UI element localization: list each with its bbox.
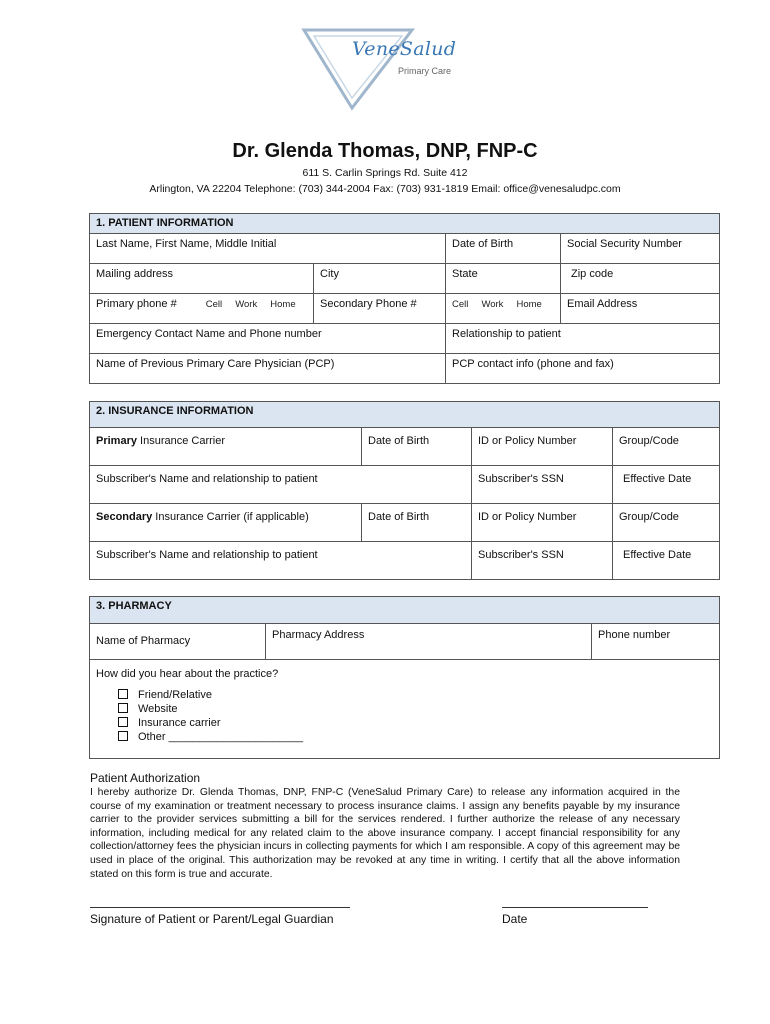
ssn-field[interactable]: [561, 234, 720, 264]
option-label: Insurance carrier: [138, 717, 221, 729]
pharmacy-name-field[interactable]: [90, 624, 266, 660]
primary-cell-option[interactable]: Cell: [205, 299, 223, 310]
state-field[interactable]: [446, 264, 561, 294]
referral-options: [118, 688, 713, 744]
pharmacy-name-label: Name of Pharmacy: [96, 635, 191, 647]
primary-dob-field[interactable]: [362, 428, 472, 466]
secondary-subscriber-field[interactable]: [90, 542, 472, 580]
pharmacy-phone-label: Phone number: [598, 629, 671, 641]
mailing-address-label: Mailing address: [96, 268, 174, 280]
pcp-contact-field[interactable]: [446, 354, 720, 384]
city-field[interactable]: [314, 264, 446, 294]
insurance-info-header: 2. INSURANCE INFORMATION: [90, 402, 720, 428]
emergency-contact-field[interactable]: [90, 324, 446, 354]
secondary-policy-field[interactable]: [472, 504, 613, 542]
insurance-info-section: [89, 401, 720, 580]
pharmacy-section: [89, 596, 720, 759]
pcp-contact-label: PCP contact info (phone and fax): [452, 358, 614, 370]
primary-subscriber-field[interactable]: [90, 466, 472, 504]
emergency-contact-label: Emergency Contact Name and Phone number: [96, 328, 322, 340]
practice-logo: [300, 28, 470, 114]
last-name-field[interactable]: [90, 234, 446, 264]
secondary-carrier-bold: Secondary: [96, 511, 153, 523]
zip-label: Zip code: [571, 268, 614, 280]
primary-carrier-field[interactable]: [90, 428, 362, 466]
secondary-subscriber-label: Subscriber's Name and relationship to patient: [96, 549, 318, 561]
logo-subtitle: Primary Care: [398, 66, 452, 76]
referral-option-other[interactable]: [118, 730, 713, 744]
page-title: Dr. Glenda Thomas, DNP, FNP-C: [232, 140, 538, 162]
primary-phone-label: Primary phone #: [96, 298, 177, 310]
last-name-label: Last Name, First Name, Middle Initial: [96, 238, 277, 250]
patient-info-header: 1. PATIENT INFORMATION: [90, 214, 720, 234]
secondary-cell-option[interactable]: Cell: [452, 299, 469, 310]
city-label: City: [320, 268, 339, 280]
address-line-1: 611 S. Carlin Springs Rd. Suite 412: [302, 167, 468, 179]
signature-line[interactable]: [90, 907, 350, 908]
patient-info-section: [89, 213, 720, 384]
ssn-label: Social Security Number: [567, 238, 682, 250]
primary-sub-ssn-label: Subscriber's SSN: [478, 473, 564, 485]
dob-field[interactable]: [446, 234, 561, 264]
secondary-group-label: Group/Code: [619, 511, 679, 523]
primary-dob-label: Date of Birth: [368, 435, 430, 447]
primary-policy-field[interactable]: [472, 428, 613, 466]
referral-option-insurance[interactable]: [118, 716, 713, 730]
checkbox-icon[interactable]: [118, 731, 128, 741]
checkbox-icon[interactable]: [118, 689, 128, 699]
secondary-group-field[interactable]: [613, 504, 720, 542]
primary-effective-field[interactable]: [613, 466, 720, 504]
primary-group-label: Group/Code: [619, 435, 679, 447]
email-field[interactable]: [561, 294, 720, 324]
email-label: Email Address: [567, 298, 638, 310]
referral-source-field: [90, 660, 720, 759]
referral-option-friend[interactable]: [118, 688, 713, 702]
primary-work-option[interactable]: Work: [235, 299, 258, 310]
secondary-effective-field[interactable]: [613, 542, 720, 580]
secondary-dob-label: Date of Birth: [368, 511, 430, 523]
pharmacy-header: 3. PHARMACY: [90, 597, 720, 624]
primary-effective-label: Effective Date: [623, 473, 692, 485]
pharmacy-phone-field[interactable]: [592, 624, 720, 660]
secondary-phone-type[interactable]: [446, 294, 561, 324]
primary-carrier-label: Insurance Carrier: [136, 435, 226, 447]
authorization-title: Patient Authorization: [90, 771, 201, 785]
secondary-carrier-field[interactable]: [90, 504, 362, 542]
primary-carrier-bold: Primary: [96, 435, 137, 447]
primary-home-option[interactable]: Home: [270, 299, 296, 310]
referral-option-website[interactable]: [118, 702, 713, 716]
previous-pcp-field[interactable]: [90, 354, 446, 384]
date-label: Date: [502, 912, 528, 926]
signature-label: Signature of Patient or Parent/Legal Guardian: [90, 912, 334, 926]
mailing-address-field[interactable]: [90, 264, 314, 294]
pharmacy-address-label: Pharmacy Address: [272, 629, 365, 641]
date-line[interactable]: [502, 907, 648, 908]
secondary-carrier-label: Insurance Carrier (if applicable): [152, 511, 309, 523]
address-line-2: Arlington, VA 22204 Telephone: (703) 344-2004 Fax: (703) 931-1819 Email: office@venesaludpc.com: [149, 183, 621, 195]
primary-phone-field[interactable]: [90, 294, 314, 324]
authorization-body: I hereby authorize Dr. Glenda Thomas, DNP, FNP-C (VeneSalud Primary Care) to release any information acquired in the course of my examination or treatment necessary to process insurance claims. I assign any benefits payable by my insurance carrier to the provider services submitting a bill for the services rendered. I further authorize the release of any necessary information, including medical for any related claim to the above insurance company. I accept financial responsibility for any collection/attorney fees the physician incurs in collecting payments for which I am responsible. A copy of this agreement may be used in place of the original. This authorization may be revoked at any time in writing. I certify that all the above information stated on this form is true and accurate.: [90, 787, 680, 880]
secondary-effective-label: Effective Date: [623, 549, 692, 561]
primary-policy-label: ID or Policy Number: [478, 435, 577, 447]
checkbox-icon[interactable]: [118, 703, 128, 713]
primary-sub-ssn-field[interactable]: [472, 466, 613, 504]
secondary-policy-label: ID or Policy Number: [478, 511, 577, 523]
option-label: Friend/Relative: [138, 689, 212, 701]
secondary-home-option[interactable]: Home: [516, 299, 542, 310]
primary-group-field[interactable]: [613, 428, 720, 466]
secondary-phone-field[interactable]: [314, 294, 446, 324]
relationship-field[interactable]: [446, 324, 720, 354]
secondary-dob-field[interactable]: [362, 504, 472, 542]
pharmacy-address-field[interactable]: [266, 624, 592, 660]
secondary-sub-ssn-label: Subscriber's SSN: [478, 549, 564, 561]
referral-question: How did you hear about the practice?: [96, 668, 279, 680]
option-label: Website: [138, 703, 178, 715]
secondary-sub-ssn-field[interactable]: [472, 542, 613, 580]
option-label: Other ______________________: [138, 731, 304, 743]
zip-field[interactable]: [561, 264, 720, 294]
logo-wordmark: VeneSalud: [352, 38, 457, 60]
checkbox-icon[interactable]: [118, 717, 128, 727]
previous-pcp-label: Name of Previous Primary Care Physician (PCP): [96, 358, 335, 370]
relationship-label: Relationship to patient: [452, 328, 561, 340]
secondary-work-option[interactable]: Work: [481, 299, 504, 310]
primary-subscriber-label: Subscriber's Name and relationship to patient: [96, 473, 318, 485]
secondary-phone-label: Secondary Phone #: [320, 298, 417, 310]
state-label: State: [452, 268, 478, 280]
dob-label: Date of Birth: [452, 238, 514, 250]
